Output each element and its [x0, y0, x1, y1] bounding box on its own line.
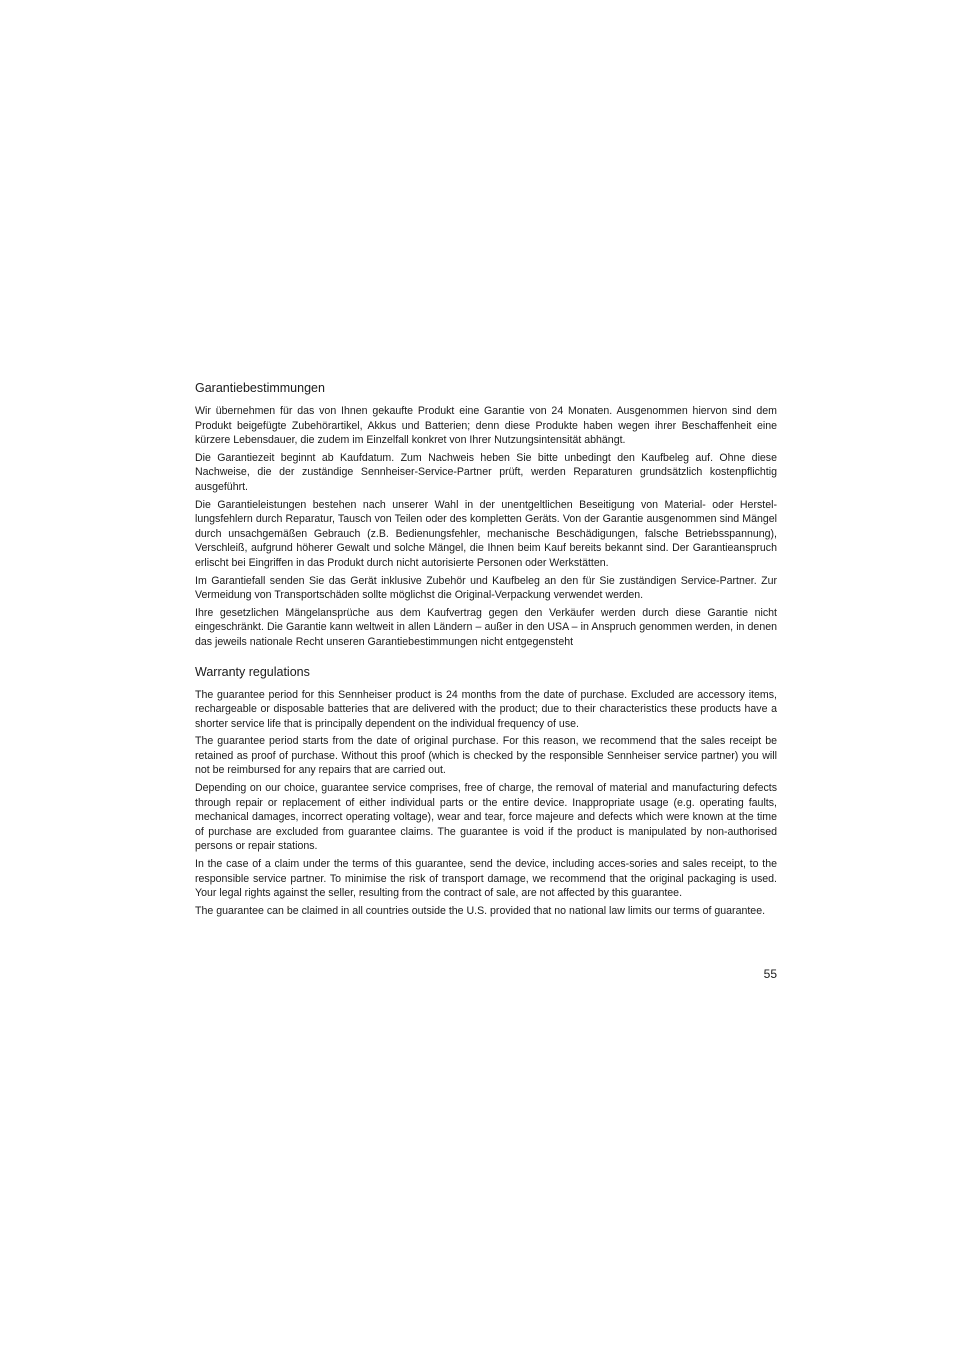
- german-paragraph: Ihre gesetzlichen Mängelansprüche aus dem Kaufvertrag gegen den Verkäufer werden durch diese Garantie nicht eingeschränkt. Die Garantie kann weltweit in allen Ländern – außer in den USA – in Anspruch genommen werden, in denen das jeweils nationale Recht unseren Garantiebestimmungen nicht entgegensteht: [195, 606, 777, 648]
- english-paragraph: The guarantee period for this Sennheiser product is 24 months from the date of purchase. Excluded are accessory items, rechargeable or disposable batteries that are delivered with the product; due to their characteristics these products have a shorter service life that is principally dependent on the individual frequency of use.: [195, 688, 777, 730]
- english-warranty-section: [195, 664, 777, 919]
- english-paragraph: In the case of a claim under the terms of this guarantee, send the device, including acces-sories and sales receipt, to the responsible service partner. To minimise the risk of transport damage, we recommend that the original packaging is used. Your legal rights against the seller, resulting from the contract of sale, are not affected by this guarantee.: [195, 858, 777, 900]
- english-paragraph: Depending on our choice, guarantee service comprises, free of charge, the removal of material and manufacturing defects through repair or replacement of either individual parts or the entire device. Inappropriate usage (e.g. operating faults, mechanical damages, incorrect operating voltage), wear and tear, force majeure and defects which were known at the time of purchase are excluded from guarantee claims. The guarantee is void if the product is manipulated by non-authorised persons or repair stations.: [195, 782, 777, 853]
- german-heading: Garantiebestimmungen: [195, 381, 325, 395]
- english-paragraph: The guarantee can be claimed in all countries outside the U.S. provided that no national law limits our terms of guarantee.: [195, 904, 766, 917]
- document-body: [195, 380, 777, 921]
- english-heading: Warranty regulations: [195, 664, 310, 679]
- german-paragraph: Die Garantiezeit beginnt ab Kaufdatum. Zum Nachweis heben Sie bitte unbedingt den Kaufbeleg auf. Ohne diese Nachweise, die der zuständige Sennheiser-Service-Partner prüft, werden Reparaturen grundsätzlich kostenpflichtig ausgeführt.: [195, 451, 777, 493]
- german-paragraph: Die Garantieleistungen bestehen nach unserer Wahl in der unentgeltlichen Beseitigung von Material- oder Herstellungsfehlern durch Reparatur, Tausch von Teilen oder des kompletten Geräts. Von der Garantie ausgenommen sind Mängel durch unsachgemäßen Gebrauch (z.B. Bedienungsfehler, mechanische Beschädigungen, falsche Betriebsspannung), Verschleiß, aufgrund höherer Gewalt und solche Mängel, die Ihnen beim Kauf bereits bekannt sind. Der Garantieanspruch erlischt bei Eingriffen in das Produkt durch nicht autorisierte Personen oder Werkstätten.: [195, 498, 777, 569]
- english-paragraph: The guarantee period starts from the date of original purchase. For this reason, we recommend that the sales receipt be retained as proof of purchase. Without this proof (which is checked by the responsible Sennheiser service partner) you will not be reimbursed for any repairs that are carried out.: [195, 735, 777, 777]
- page-number: 55: [763, 967, 777, 981]
- german-paragraph: Wir übernehmen für das von Ihnen gekaufte Produkt eine Garantie von 24 Monaten. Ausgenommen hiervon sind dem Produkt beigefügte Zubehörartikel, Akkus und Batterien; denn diese Produkte haben wegen ihrer Beschaffenheit eine kürzere Lebensdauer, die zudem im Einzelfall konkret von Ihrer Nutzungsintensität abhängt.: [195, 405, 777, 447]
- german-warranty-section: [195, 380, 777, 650]
- german-paragraph: Im Garantiefall senden Sie das Gerät inklusive Zubehör und Kaufbeleg an den für Sie zuständigen Service-Partner. Zur Vermeidung von Transportschäden sollte möglichst die Original-Verpackung verwendet werden.: [195, 574, 777, 602]
